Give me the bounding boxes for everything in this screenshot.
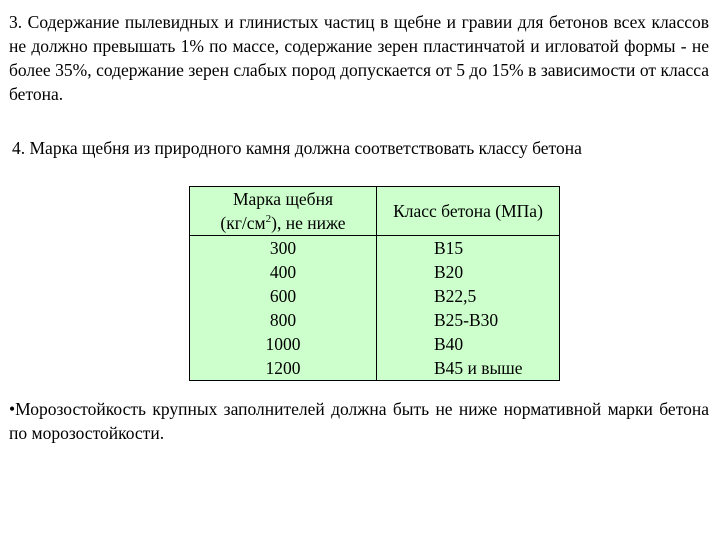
grade-class-table — [189, 186, 560, 381]
header-stone-grade-line2: $(кг/см^2)$, не ниже — [220, 213, 346, 233]
stone-grade-values — [190, 236, 377, 381]
stone-grade-value: 300 — [269, 238, 297, 258]
concrete-class-value: В25-В30 — [434, 310, 499, 330]
concrete-class-value: В45 и выше — [434, 358, 523, 378]
concrete-class-values — [377, 236, 560, 381]
concrete-class-value: В15 — [434, 238, 464, 258]
table-row — [190, 236, 560, 381]
stone-grade-value: 600 — [269, 286, 297, 306]
paragraph-dust-content: 3. Содержание пылевидных и глинистых частиц в щебне и гравии для бетонов всех классов не должно превышать 1% по массе, содержание зерен пластинчатой и игловатой формы - не более 35%, содержание зерен слабых пород допускается от 5 до 15% в зависимости от класса бетона. — [9, 12, 709, 104]
stone-grade-value: 400 — [269, 262, 297, 282]
header-concrete-class: Класс бетона (МПа) — [377, 187, 560, 236]
table-header-row — [190, 187, 560, 236]
stone-grade-value: 1200 — [265, 358, 301, 378]
stone-grade-value: 800 — [269, 310, 297, 330]
header-stone-grade-line1: Марка щебня — [232, 189, 334, 209]
concrete-class-value: В22,5 — [434, 286, 477, 306]
concrete-class-value: В20 — [434, 262, 464, 282]
paragraph-frost-resistance: •Морозостойкость крупных заполнителей должна быть не ниже нормативной марки бетона по морозостойкости. — [9, 399, 709, 443]
header-stone-grade — [190, 187, 377, 236]
paragraph-crushed-stone-grade: 4. Марка щебня из природного камня должна соответствовать классу бетона — [12, 138, 582, 158]
concrete-class-value: В40 — [434, 334, 464, 354]
stone-grade-value: 1000 — [265, 334, 301, 354]
